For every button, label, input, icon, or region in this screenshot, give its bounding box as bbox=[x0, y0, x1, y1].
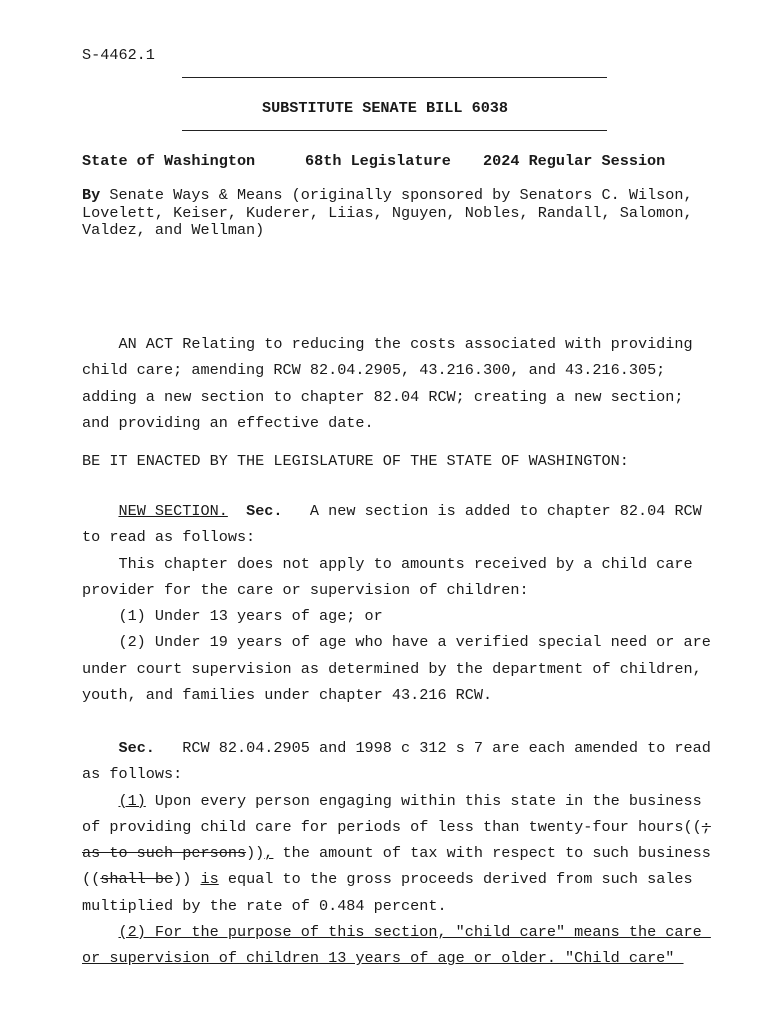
inserted-text: (2) For the purpose of this section, "child care" means the care bbox=[118, 923, 711, 942]
sponsor-block bbox=[82, 187, 722, 240]
section-2-intro: RCW 82.04.2905 and 1998 c 312 s 7 are each amended to read bbox=[154, 739, 711, 757]
header-state: State of Washington bbox=[82, 152, 256, 170]
act-line: AN ACT Relating to reducing the costs associated with providing bbox=[82, 335, 693, 353]
section-2-line bbox=[82, 919, 722, 945]
section-2-line bbox=[82, 814, 722, 840]
section-1-heading bbox=[82, 498, 722, 524]
section-1-line: provider for the care or supervision of children: bbox=[82, 580, 529, 599]
section-2-line: multiplied by the rate of 0.484 percent. bbox=[82, 896, 447, 915]
inserted-text: is bbox=[200, 870, 219, 889]
title-rule-top bbox=[182, 77, 607, 78]
section-2-text: )) bbox=[173, 870, 201, 889]
act-title bbox=[82, 331, 722, 436]
sponsor-text: Senate Ways & Means (originally sponsored by Senators C. Wilson, Lovelett, Keiser, Kuderer, Liias, Nguyen, Nobles, Randall, Salomon, Valdez, and Wellman) bbox=[82, 186, 693, 239]
inserted-text: (1) bbox=[118, 791, 146, 810]
section-1-intro-cont: to read as follows: bbox=[82, 528, 256, 547]
section-2-sec-label: Sec. bbox=[118, 739, 155, 757]
section-1-line: under court supervision as determined by the department of children, bbox=[82, 659, 702, 678]
header-session: 2024 Regular Session bbox=[483, 152, 666, 170]
section-2-text: equal to the gross proceeds derived from such sales bbox=[218, 870, 693, 889]
inserted-text: or supervision of children 13 years of age or older. "Child care" bbox=[82, 949, 684, 968]
act-line: and providing an effective date. bbox=[82, 413, 374, 432]
inserted-text: , bbox=[264, 844, 274, 863]
section-2-line bbox=[82, 840, 722, 866]
section-1-line: (2) Under 19 years of age who have a verified special need or are bbox=[82, 633, 711, 652]
header-legislature: 68th Legislature bbox=[305, 152, 451, 170]
section-2-intro-cont: as follows: bbox=[82, 765, 183, 784]
deleted-text: ; bbox=[701, 817, 711, 836]
title-rule-bottom bbox=[182, 130, 607, 131]
bill-title: SUBSTITUTE SENATE BILL 6038 bbox=[261, 99, 509, 117]
section-1-line: (1) Under 13 years of age; or bbox=[82, 607, 383, 626]
section-2-text: Upon every person engaging within this state in the business bbox=[145, 791, 702, 810]
deleted-text: shall be bbox=[100, 870, 174, 889]
act-line: adding a new section to chapter 82.04 RCW; creating a new section; bbox=[82, 387, 684, 406]
act-line: child care; amending RCW 82.04.2905, 43.216.300, and 43.216.305; bbox=[82, 361, 666, 380]
section-1-sec-label: Sec. bbox=[246, 502, 283, 520]
section-2-line bbox=[82, 866, 722, 892]
sponsor-by-label: By bbox=[82, 186, 101, 204]
section-2-text: (( bbox=[82, 870, 101, 889]
section-2-line bbox=[82, 788, 722, 814]
section-2-text: of providing child care for periods of less than twenty-four hours(( bbox=[82, 817, 702, 836]
enacting-clause: BE IT ENACTED BY THE LEGISLATURE OF THE STATE OF WASHINGTON: bbox=[82, 452, 629, 470]
section-1-line: youth, and families under chapter 43.216 RCW. bbox=[82, 686, 493, 705]
section-2-text: )) bbox=[246, 844, 265, 863]
new-section-label: NEW SECTION. bbox=[118, 502, 228, 520]
section-2 bbox=[82, 735, 722, 972]
section-2-line bbox=[82, 945, 722, 971]
document-code: S-4462.1 bbox=[82, 46, 155, 64]
deleted-text: as to such persons bbox=[82, 844, 247, 863]
section-1-intro: A new section is added to chapter 82.04 RCW bbox=[282, 502, 702, 520]
section-1 bbox=[82, 498, 722, 708]
section-2-heading bbox=[82, 735, 722, 761]
section-2-text: the amount of tax with respect to such business bbox=[273, 844, 711, 863]
section-1-line: This chapter does not apply to amounts received by a child care bbox=[82, 554, 693, 573]
